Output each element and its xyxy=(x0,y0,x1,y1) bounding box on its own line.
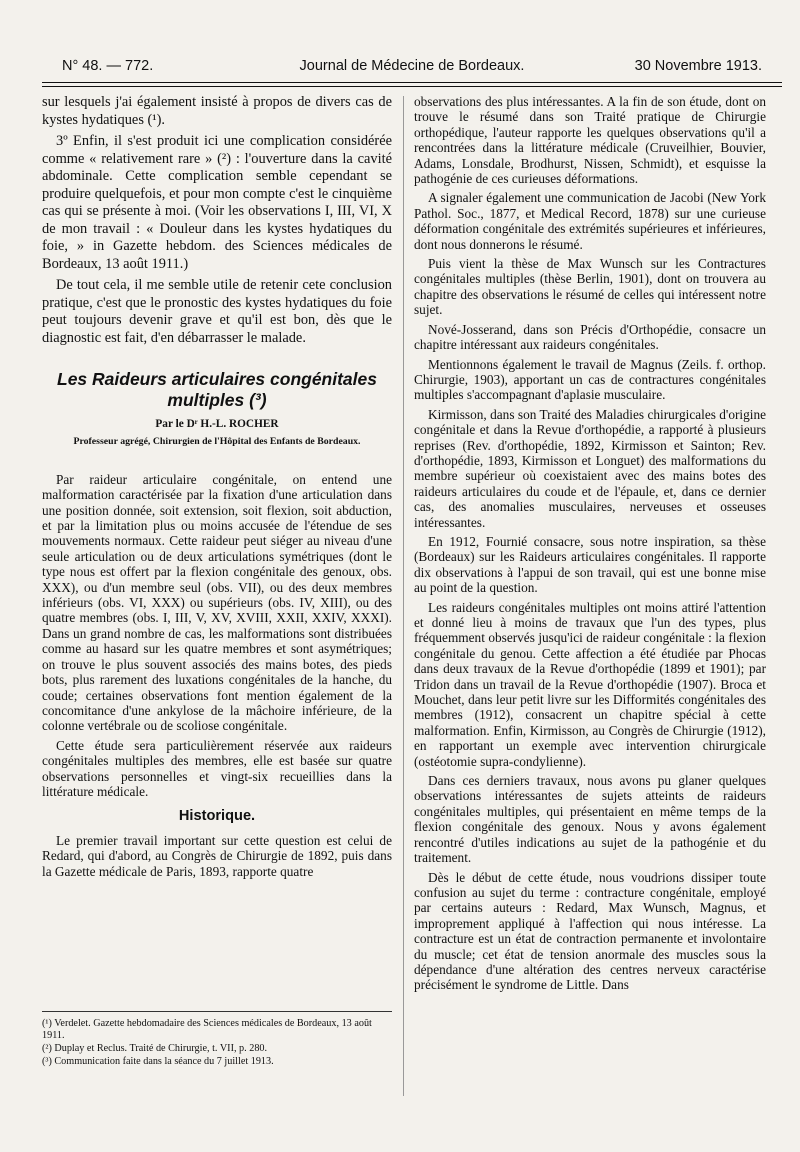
paragraph: En 1912, Fournié consacre, sous notre inspiration, sa thèse (Bordeaux) sur les Raideurs articulaires congénitales. Il rapporte dix observations à l'appui de son travail, qui est une bonne mise au point de la question. xyxy=(414,533,766,596)
author-byline: Par le Dʳ H.-L. ROCHER xyxy=(155,418,279,430)
running-header xyxy=(62,58,762,80)
issue-date: 30 Novembre 1913. xyxy=(634,58,762,74)
header-rule xyxy=(42,82,782,83)
footnote: (¹) Verdelet. Gazette hebdomadaire des Sciences médicales de Bordeaux, 13 août 1911. xyxy=(42,1018,372,1041)
paragraph: Nové-Josserand, dans son Précis d'Orthopédie, consacre un chapitre intéressant aux raideurs congénitales. xyxy=(414,321,766,353)
paragraph: Le premier travail important sur cette question est celui de Redard, qui d'abord, au Congrès de Chirurgie de 1892, puis dans la Gazette médicale de Paris, 1893, rapporte quatre xyxy=(42,832,392,879)
article-title: Les Raideurs articulaires congénitales multiples (³) xyxy=(57,369,377,410)
left-column xyxy=(42,94,392,883)
paragraph: observations des plus intéressantes. A la fin de son étude, dont on trouve le résumé dans son Traité pratique de Chirurgie orthopédique, l'auteur rapporte les quelques observations qu'il a rencontrées dans la littérature médicale (Cruveilhier, Bouvier, Adams, Lonsdale, Brodhurst, Nissen, Schmidt), et esquisse la pathogénie de ces curieuses déformations. xyxy=(414,94,766,187)
footnote: (²) Duplay et Reclus. Traité de Chirurgie, t. VII, p. 280. xyxy=(42,1043,268,1054)
footnote: (³) Communication faite dans la séance du 7 juillet 1913. xyxy=(42,1056,274,1067)
paragraph: Dès le début de cette étude, nous voudrions dissiper toute confusion au sujet du terme : contracture congénitale, employé par certains auteurs : Redard, Max Wunsch, Magnus, et improprement appliqué à l'affection qui nous intéresse. La contracture est un état de contraction permanente et involontaire du muscle; cet état de tension anormale des muscles sous la dépendance d'une altération des centres nerveux caractérise précisément le syndrome de Little. Dans xyxy=(414,869,766,993)
paragraph: De tout cela, il me semble utile de retenir cete conclusion pratique, c'est que le pronostic des kystes hydatiques du foie peut toujours devenir grave et qu'il est bon, dès que le diagnostic est fait, d'en débarrasser le malade. xyxy=(42,277,392,346)
section-title: Historique. xyxy=(178,808,256,825)
header-rule-thin xyxy=(42,86,782,87)
paragraph: A signaler également une communication de Jacobi (New York Pathol. Soc., 1877, et Medical Record, 1878) sur une curieuse déformation congénitale des extrémités supérieures et inférieures, dont nous donnerons le résumé. xyxy=(414,190,766,252)
journal-title: Journal de Médecine de Bordeaux. xyxy=(299,58,525,74)
paragraph: Kirmisson, dans son Traité des Maladies chirurgicales d'origine congénitale et dans la Revue d'orthopédie, a rapporté à plusieurs reprises (Rev. d'orthopédie, 1892, Kirmisson et Sainton; Rev. d'orthopédie, 1893, Kirmisson et Longuet) des malformations du membre supérieur où coexistaient avec des mains botes des raideurs articulaires du coude et de l'épaule, et, dans ce dernier cas, des anomalies musculaires, nerveuses et osseuses intéressantes. xyxy=(414,406,766,530)
issue-number: N° 48. — 772. xyxy=(62,58,154,74)
paragraph: Mentionnons également le travail de Magnus (Zeils. f. orthop. Chirurgie, 1903), apportant un cas de contractures congénitales multiples s'accompagnant d'aplasie musculaire. xyxy=(414,356,766,403)
author-affiliation: Professeur agrégé, Chirurgien de l'Hôpital des Enfants de Bordeaux. xyxy=(73,436,361,448)
right-column xyxy=(414,94,766,997)
footnotes xyxy=(42,1011,392,1069)
paragraph: Cette étude sera particulièrement réservée aux raideurs congénitales multiples des membres, elle est basée sur quatre observations personnelles et vingt-six recueillies dans la littérature médicale. xyxy=(42,737,392,799)
paragraph: sur lesquels j'ai également insisté à propos de divers cas de kystes hydatiques (¹). xyxy=(42,94,392,128)
paragraph: 3º Enfin, il s'est produit ici une complication considérée comme « relativement rare » (²) : l'ouverture dans la cavité abdominale. Cette complication semble cependant se produire quelquefois, et pour mon compte c'est le cinquième cas qui se présente à moi. (Voir les observations I, III, VI, X de mon travail : « Douleur dans les kystes hydatiques du foie, » in Gazette hebdom. des Sciences médicales de Bordeaux, 13 août 1911.) xyxy=(42,133,392,272)
paragraph: Dans ces derniers travaux, nous avons pu glaner quelques observations intéressantes de sujets atteints de raideurs congénitales multiples, qui présentaient en même temps de la flexion congénitale des genoux. Nous y avons également rencontré d'utiles indications au sujet de la pathogénie et du traitement. xyxy=(414,773,766,866)
paragraph: Par raideur articulaire congénitale, on entend une malformation caractérisée par la fixation d'une articulation dans une position donnée, soit extension, soit flexion, soit abduction, et par la limitation plus ou moins accusée de l'étendue de ses mouvements normaux. Cette raideur peut siéger au niveau d'une seule articulation ou de deux articulations symétriques (dont le type nous est offert par la flexion congénitale des genoux, obs. XXX), ou d'un membre seul (obs. VII), ou des deux membres inférieurs (obs. VI, XXX) ou supérieurs (obs. IV, XIII), ou des quatre membres (obs. I, III, V, XV, XVIII, XXII, XXIV, XXXI). Dans un grand nombre de cas, les malformations sont distribuées comme au hasard sur les quatre membres et sont asymétriques; on trouve le plus souvent associés des mains botes, des pieds bots, plus rarement des luxations congénitales de la hanche, du coude; certaines observations font mention également de la concomitance d'une ankylose de la mâchoire inférieure, de la colonne vertébrale ou de scoliose congénitale. xyxy=(42,471,392,734)
paragraph: Puis vient la thèse de Max Wunsch sur les Contractures congénitales multiples (thèse Berlin, 1901), dont on trouvera au chapitre des observations le résumé de celles qui intéressent notre sujet. xyxy=(414,256,766,318)
column-divider xyxy=(403,96,404,1096)
paragraph: Les raideurs congénitales multiples ont moins attiré l'attention et donné lieu à moins de travaux que l'un des types, plus fréquemment observés jusqu'ici de raideur congénitale : la flexion congénitale du genou. Cette affection a été étudiée par Phocas dans deux travaux de la Revue d'orthopédie (1899 et 1901); par Tridon dans un travail de la Revue d'orthopédie (1907). Broca et Mouchet, dans leur petit livre sur les Difformités congénitales des membres (1912), consacrent un chapitre spécial à cette malformation. Enfin, Kirmisson, au Congrès de Chirurgie (1912), en rapportant un exemple avec intervention chirurgicale (ostéotomie supra-condylienne). xyxy=(414,599,766,769)
